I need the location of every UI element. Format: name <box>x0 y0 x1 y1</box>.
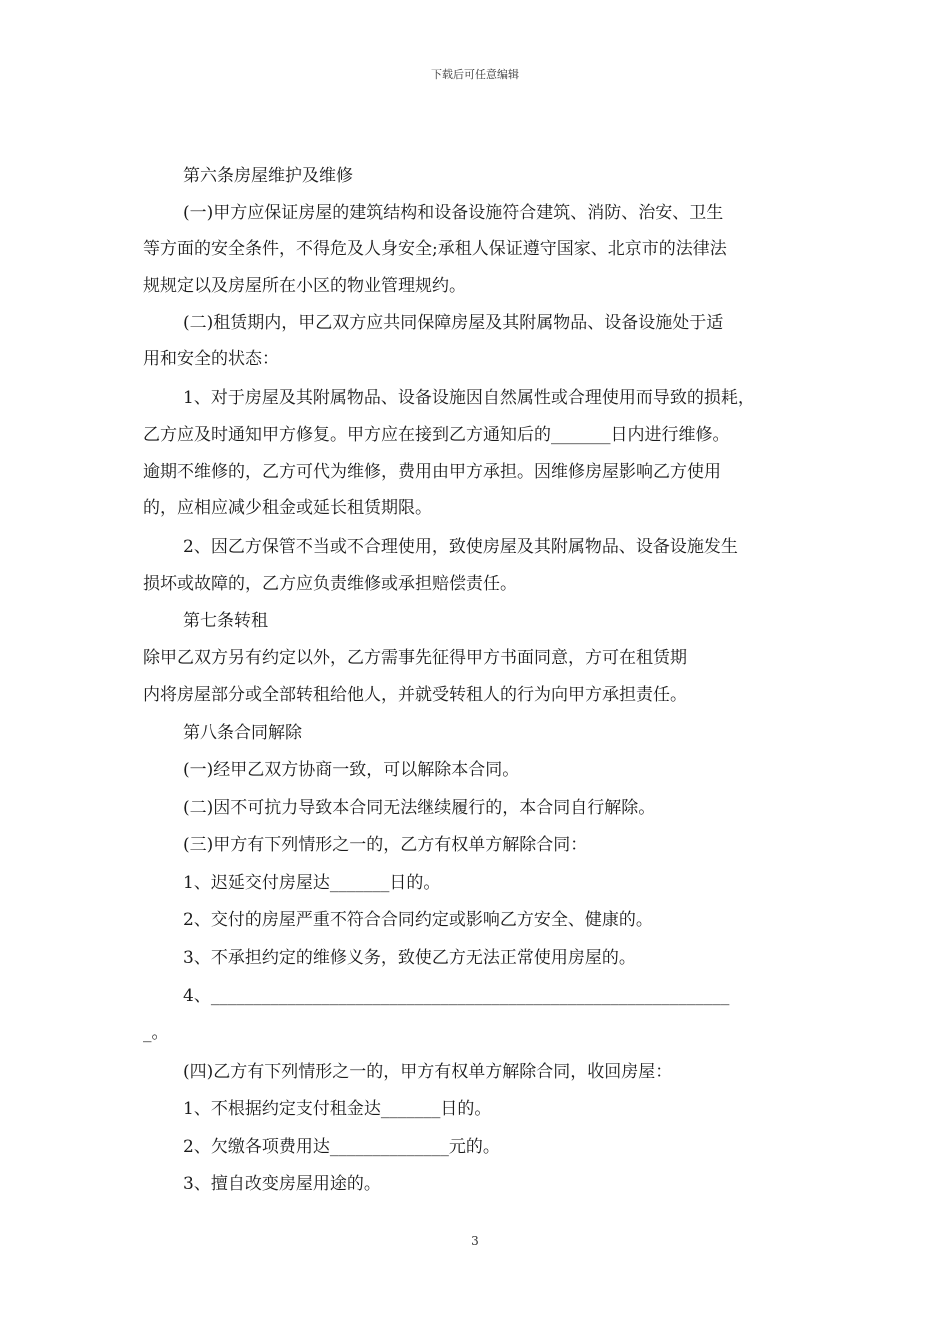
paragraph-line: 1、迟延交付房屋达_______日的。 <box>183 873 441 893</box>
paragraph-line: 1、不根据约定支付租金达_______日的。 <box>183 1099 492 1119</box>
paragraph-line: 1、对于房屋及其附属物品、设备设施因自然属性或合理使用而导致的损耗， <box>183 388 755 408</box>
paragraph-line: 2、欠缴各项费用达______________元的。 <box>183 1137 500 1157</box>
section-heading: 第八条合同解除 <box>183 723 302 743</box>
paragraph-line: 的，应相应减少租金或延长租赁期限。 <box>143 498 432 518</box>
section-heading: 第七条转租 <box>183 611 268 631</box>
paragraph-line: (一)经甲乙双方协商一致，可以解除本合同。 <box>183 760 520 780</box>
paragraph-line: 4、_____________________________________________________________ <box>183 986 730 1006</box>
paragraph-line: _。 <box>143 1023 169 1043</box>
page-header: 下载后可任意编辑 <box>431 68 519 81</box>
paragraph-line: 等方面的安全条件，不得危及人身安全;承租人保证遵守国家、北京市的法律法 <box>143 239 727 259</box>
paragraph-line: 2、交付的房屋严重不符合合同约定或影响乙方安全、健康的。 <box>183 910 653 930</box>
paragraph-line: 逾期不维修的，乙方可代为维修，费用由甲方承担。因维修房屋影响乙方使用 <box>143 462 721 482</box>
paragraph-line: 3、不承担约定的维修义务，致使乙方无法正常使用房屋的。 <box>183 948 636 968</box>
paragraph-line: (二)因不可抗力导致本合同无法继续履行的，本合同自行解除。 <box>183 798 656 818</box>
paragraph-line: 3、擅自改变房屋用途的。 <box>183 1174 381 1194</box>
paragraph-line: (二)租赁期内，甲乙双方应共同保障房屋及其附属物品、设备设施处于适 <box>183 313 724 333</box>
paragraph-line: 2、因乙方保管不当或不合理使用，致使房屋及其附属物品、设备设施发生 <box>183 537 738 557</box>
paragraph-line: 乙方应及时通知甲方修复。甲方应在接到乙方通知后的_______日内进行维修。 <box>143 425 730 445</box>
paragraph-line: (四)乙方有下列情形之一的，甲方有权单方解除合同，收回房屋： <box>183 1062 673 1082</box>
paragraph-line: 规规定以及房屋所在小区的物业管理规约。 <box>143 276 466 296</box>
section-heading: 第六条房屋维护及维修 <box>183 166 353 186</box>
paragraph-line: 内将房屋部分或全部转租给他人，并就受转租人的行为向甲方承担责任。 <box>143 685 687 705</box>
page-number: 3 <box>471 1234 479 1248</box>
paragraph-line: 用和安全的状态： <box>143 349 279 369</box>
paragraph-line: 除甲乙双方另有约定以外，乙方需事先征得甲方书面同意，方可在租赁期 <box>143 648 687 668</box>
paragraph-line: (三)甲方有下列情形之一的，乙方有权单方解除合同： <box>183 835 588 855</box>
paragraph-line: (一)甲方应保证房屋的建筑结构和设备设施符合建筑、消防、治安、卫生 <box>183 203 724 223</box>
paragraph-line: 损坏或故障的，乙方应负责维修或承担赔偿责任。 <box>143 574 517 594</box>
